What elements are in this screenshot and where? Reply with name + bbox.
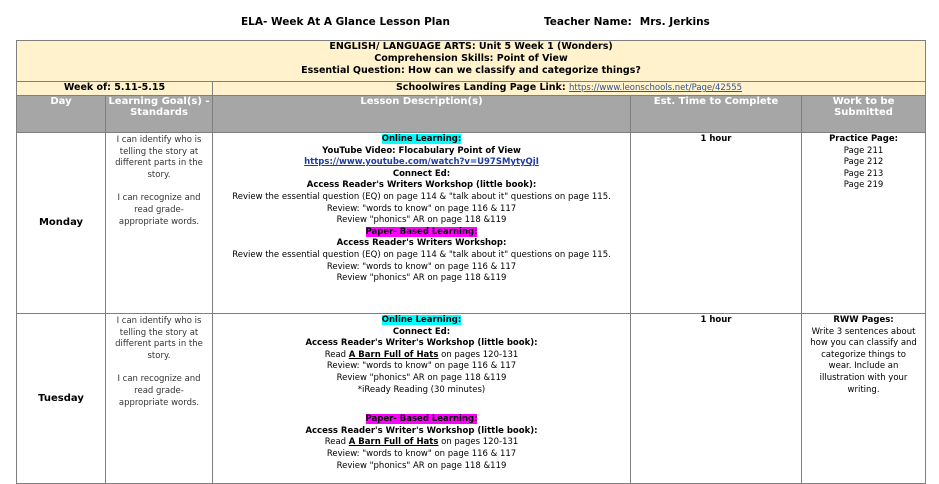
- teacher-name: [544, 16, 710, 28]
- book-title: A Barn Full of Hats: [348, 437, 439, 448]
- monday-access-2: Access Reader's Writers Workshop:: [336, 238, 507, 249]
- landing-page: [213, 82, 926, 96]
- monday-review-phonics-1: Review "phonics" AR on page 118 &119: [336, 215, 507, 226]
- tuesday-time: 1 hour: [631, 314, 802, 484]
- tuesday-access-2: Access Reader's Writer's Workshop (little book):: [305, 425, 538, 436]
- day-monday: Monday: [17, 133, 106, 314]
- unit-title: ENGLISH/ LANGUAGE ARTS: Unit 5 Week 1 (Wonders): [329, 41, 613, 52]
- tuesday-review-phonics-2: Review "phonics" AR on page 118 &119: [336, 460, 507, 471]
- col-work: Work to be Submitted: [802, 96, 926, 133]
- tuesday-work-title: RWW Pages:: [833, 315, 894, 325]
- monday-video-link[interactable]: https://www.youtube.com/watch?v=U97SMytyQjI: [304, 157, 539, 168]
- tuesday-review-words-2: Review: "words to know" on page 116 & 117: [326, 448, 517, 459]
- unit-banner: [17, 41, 926, 82]
- landing-page-link[interactable]: https://www.leonschools.net/Page/42555: [568, 83, 743, 93]
- monday-connect: Connect Ed:: [392, 168, 451, 179]
- monday-review-eq-1: Review the essential question (EQ) on page 114 & "talk about it" questions on page 115.: [232, 191, 611, 202]
- monday-page-3: Page 213: [843, 168, 884, 179]
- monday-time: 1 hour: [631, 133, 802, 314]
- monday-goal-1: I can identify who is telling the story at different parts in the story.: [115, 135, 203, 180]
- monday-online-label: Online Learning:: [381, 134, 462, 144]
- monday-review-eq-2: Review the essential question (EQ) on page 114 & "talk about it" questions on page 115.: [232, 249, 611, 260]
- monday-row: [17, 133, 926, 314]
- monday-access-1: Access Reader's Writers Workshop (little book):: [306, 180, 537, 191]
- tuesday-connect: Connect Ed:: [392, 326, 451, 337]
- monday-paper-label: Paper- Based Learning:: [365, 226, 478, 237]
- lesson-plan-table: [16, 40, 926, 484]
- column-headers: [17, 96, 926, 133]
- monday-work-title: Practice Page:: [829, 134, 898, 144]
- tuesday-row: [17, 314, 926, 484]
- tuesday-iready: *iReady Reading (30 minutes): [357, 384, 486, 395]
- tuesday-review-words-1: Review: "words to know" on page 116 & 117: [326, 361, 517, 372]
- monday-review-words-2: Review: "words to know" on page 116 & 117: [326, 261, 517, 272]
- monday-lesson: [213, 133, 631, 314]
- landing-label: Schoolwires Landing Page Link:: [395, 82, 566, 93]
- day-tuesday: Tuesday: [17, 314, 106, 484]
- essential-question: Essential Question: How can we classify and categorize things?: [301, 65, 641, 76]
- col-lesson: Lesson Description(s): [213, 96, 631, 133]
- monday-page-4: Page 219: [843, 180, 884, 191]
- monday-review-words-1: Review: "words to know" on page 116 & 117: [326, 203, 517, 214]
- monday-goals: [106, 133, 213, 314]
- tuesday-paper-label: Paper- Based Learning:: [365, 414, 478, 425]
- comprehension-skills: Comprehension Skills: Point of View: [374, 53, 568, 64]
- week-of: Week of: 5.11-5.15: [17, 82, 213, 96]
- tuesday-goals: [106, 314, 213, 484]
- document-title: ELA- Week At A Glance Lesson Plan: [241, 16, 450, 28]
- document-header: [0, 16, 939, 32]
- tuesday-work: [802, 314, 926, 484]
- tuesday-read-2: Read A Barn Full of Hats on pages 120-131: [324, 437, 519, 448]
- tuesday-read-1: Read A Barn Full of Hats on pages 120-131: [324, 349, 519, 360]
- teacher-name-value: Mrs. Jerkins: [639, 16, 710, 28]
- col-goals: Learning Goal(s) - Standards: [106, 96, 213, 133]
- tuesday-lesson: [213, 314, 631, 484]
- monday-page-1: Page 211: [843, 145, 884, 156]
- teacher-label: Teacher Name:: [544, 16, 632, 28]
- tuesday-goal-2: I can recognize and read grade-appropriate words.: [117, 374, 201, 408]
- monday-work: [802, 133, 926, 314]
- col-day: Day: [17, 96, 106, 133]
- tuesday-online-label: Online Learning:: [381, 315, 462, 325]
- monday-review-phonics-2: Review "phonics" AR on page 118 &119: [336, 273, 507, 284]
- col-time: Est. Time to Complete: [631, 96, 802, 133]
- tuesday-access-1: Access Reader's Writer's Workshop (little book):: [305, 338, 538, 349]
- tuesday-goal-1: I can identify who is telling the story at different parts in the story.: [115, 316, 203, 361]
- tuesday-work-text: Write 3 sentences about how you can classify and categorize things to wear. Include an illustration with your writing.: [810, 326, 917, 395]
- week-info-row: [17, 82, 926, 96]
- monday-video: YouTube Video: Flocabulary Point of View: [322, 145, 521, 156]
- monday-goal-2: I can recognize and read grade-appropriate words.: [117, 193, 201, 227]
- monday-page-2: Page 212: [843, 157, 884, 168]
- tuesday-review-phonics-1: Review "phonics" AR on page 118 &119: [336, 372, 507, 383]
- book-title: A Barn Full of Hats: [348, 349, 439, 360]
